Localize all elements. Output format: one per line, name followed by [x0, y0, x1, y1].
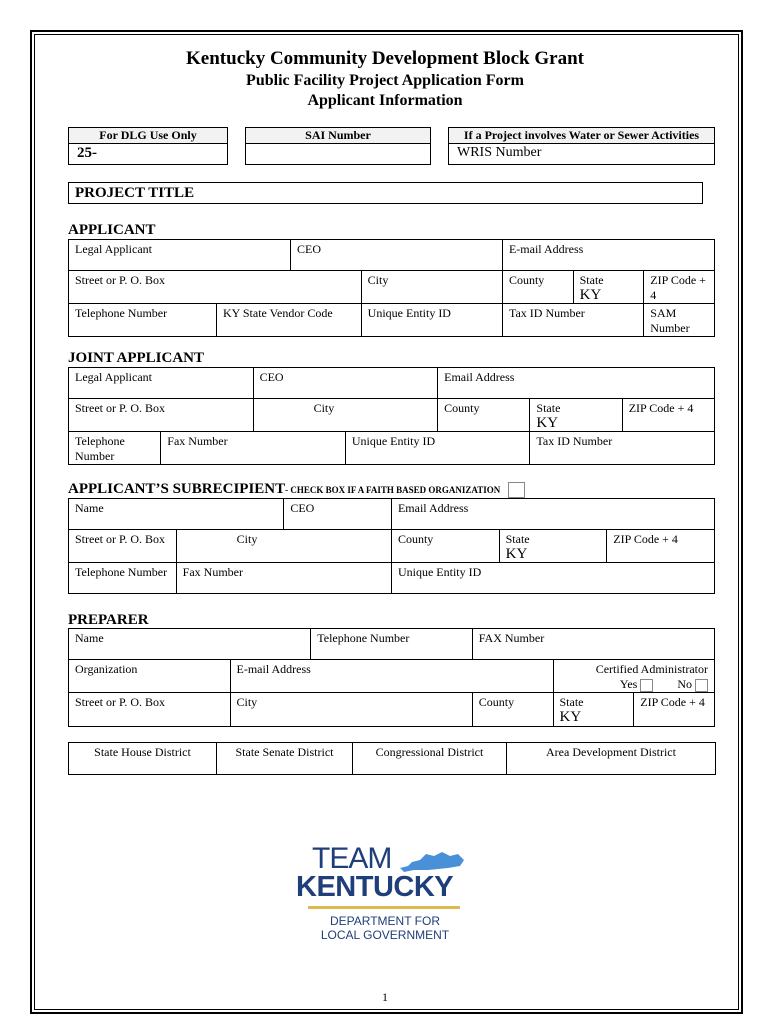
sub-street-field[interactable]: Street or P. O. Box — [69, 530, 177, 563]
prep-county-field[interactable]: County — [472, 693, 553, 727]
joint-zip-field[interactable]: ZIP Code + 4 — [622, 399, 714, 432]
joint-uei-field[interactable]: Unique Entity ID — [345, 432, 530, 465]
logo-gold-rule — [308, 906, 460, 909]
applicant-city-field[interactable]: City — [361, 271, 502, 304]
joint-fax-field[interactable]: Fax Number — [161, 432, 346, 465]
sub-uei-field[interactable]: Unique Entity ID — [391, 563, 714, 594]
wris-number-field[interactable]: WRIS Number — [448, 143, 715, 165]
joint-city-field[interactable]: City — [253, 399, 438, 432]
house-district-field[interactable]: State House District — [69, 743, 217, 775]
joint-state-field[interactable]: State KY — [530, 399, 622, 432]
sai-number-label: SAI Number — [245, 127, 431, 144]
sub-email-field[interactable]: Email Address — [391, 499, 714, 530]
joint-applicant-table — [68, 367, 715, 465]
page-number: 1 — [382, 990, 388, 1004]
sub-zip-field[interactable]: ZIP Code + 4 — [607, 530, 715, 563]
logo-kentucky-text: KENTUCKY — [296, 871, 454, 903]
form-title: Kentucky Community Development Block Grant — [186, 48, 584, 69]
applicant-sam-field[interactable]: SAM Number — [644, 304, 715, 337]
joint-phone-field[interactable]: Telephone Number — [69, 432, 161, 465]
logo-dept-text: DEPARTMENT FOR — [329, 914, 440, 928]
sub-state-field[interactable]: State KY — [499, 530, 607, 563]
form-section-title: Applicant Information — [307, 92, 463, 109]
sub-phone-field[interactable]: Telephone Number — [69, 563, 177, 594]
joint-county-field[interactable]: County — [438, 399, 530, 432]
applicant-uei-field[interactable]: Unique Entity ID — [361, 304, 502, 337]
applicant-table — [68, 239, 715, 337]
applicant-zip-field[interactable]: ZIP Code + 4 — [644, 271, 715, 304]
team-kentucky-logo — [290, 842, 480, 952]
subrecipient-heading: APPLICANT’S SUBRECIPIENT- CHECK BOX IF A FAITH BASED ORGANIZATION — [68, 481, 525, 498]
preparer-heading: PREPARER — [68, 612, 149, 628]
project-title-field[interactable] — [68, 182, 703, 204]
sub-city-field[interactable]: City — [176, 530, 391, 563]
dlg-use-field[interactable]: 25- — [68, 143, 228, 165]
prep-phone-field[interactable]: Telephone Number — [311, 629, 473, 660]
certified-no-checkbox[interactable] — [695, 679, 708, 692]
congressional-district-field[interactable]: Congressional District — [353, 743, 507, 775]
form-subtitle: Public Facility Project Application Form — [246, 72, 524, 89]
applicant-taxid-field[interactable]: Tax ID Number — [502, 304, 643, 337]
prep-certified-field: Certified Administrator Yes No — [553, 660, 715, 693]
faith-based-checkbox[interactable] — [508, 482, 525, 498]
prep-city-field[interactable]: City — [230, 693, 472, 727]
applicant-ceo-field[interactable]: CEO — [291, 240, 503, 271]
subrecipient-note: - CHECK BOX IF A FAITH BASED ORGANIZATION — [285, 485, 501, 495]
prep-zip-field[interactable]: ZIP Code + 4 — [634, 693, 715, 727]
applicant-street-field[interactable]: Street or P. O. Box — [69, 271, 362, 304]
sub-county-field[interactable]: County — [391, 530, 499, 563]
joint-legal-field[interactable]: Legal Applicant — [69, 368, 254, 399]
area-development-district-field[interactable]: Area Development District — [507, 743, 716, 775]
prep-email-field[interactable]: E-mail Address — [230, 660, 553, 693]
applicant-state-field[interactable]: State KY — [573, 271, 644, 304]
joint-email-field[interactable]: Email Address — [438, 368, 715, 399]
prep-fax-field[interactable]: FAX Number — [472, 629, 714, 660]
certified-yes-checkbox[interactable] — [640, 679, 653, 692]
preparer-table — [68, 628, 715, 727]
logo-localgov-text: LOCAL GOVERNMENT — [320, 928, 450, 942]
applicant-phone-field[interactable]: Telephone Number — [69, 304, 217, 337]
applicant-vendor-field[interactable]: KY State Vendor Code — [217, 304, 362, 337]
joint-ceo-field[interactable]: CEO — [253, 368, 438, 399]
prep-org-field[interactable]: Organization — [69, 660, 231, 693]
applicant-legal-field[interactable]: Legal Applicant — [69, 240, 291, 271]
sub-name-field[interactable]: Name — [69, 499, 284, 530]
wris-label: If a Project involves Water or Sewer Activities — [448, 127, 715, 144]
logo-team-text: TEAM — [312, 842, 392, 875]
sai-number-field[interactable] — [245, 143, 431, 165]
districts-table — [68, 742, 716, 775]
senate-district-field[interactable]: State Senate District — [217, 743, 353, 775]
dlg-use-label: For DLG Use Only — [68, 127, 228, 144]
applicant-email-field[interactable]: E-mail Address — [502, 240, 714, 271]
prep-street-field[interactable]: Street or P. O. Box — [69, 693, 231, 727]
applicant-county-field[interactable]: County — [502, 271, 573, 304]
joint-taxid-field[interactable]: Tax ID Number — [530, 432, 715, 465]
prep-state-field[interactable]: State KY — [553, 693, 634, 727]
applicant-heading: APPLICANT — [68, 222, 156, 238]
joint-applicant-heading: JOINT APPLICANT — [68, 350, 204, 366]
joint-street-field[interactable]: Street or P. O. Box — [69, 399, 254, 432]
project-title-label: PROJECT TITLE — [75, 185, 195, 201]
prep-name-field[interactable]: Name — [69, 629, 311, 660]
sub-ceo-field[interactable]: CEO — [284, 499, 392, 530]
sub-fax-field[interactable]: Fax Number — [176, 563, 391, 594]
subrecipient-table — [68, 498, 715, 594]
